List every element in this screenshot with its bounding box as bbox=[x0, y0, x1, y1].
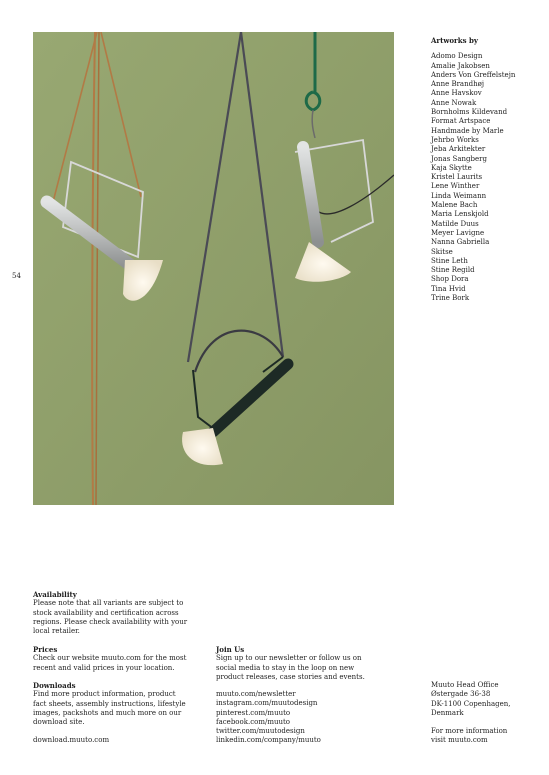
artist-name: Meyer Lavigne bbox=[431, 228, 485, 237]
artist-name: Linda Weimann bbox=[431, 191, 487, 200]
downloads-text-line: download site. bbox=[33, 718, 85, 727]
artist-name: Anne Nowak bbox=[431, 98, 477, 107]
artist-name: Maria Lenskjold bbox=[431, 210, 489, 219]
artist-name: Tina Hvid bbox=[431, 284, 466, 293]
artist-list bbox=[431, 52, 546, 303]
availability-text-line: Please note that all variants are subject to bbox=[33, 599, 184, 608]
more-info-line: For more information bbox=[431, 727, 508, 735]
artist-name: Handmade by Marle bbox=[431, 126, 504, 135]
artist-name: Format Artspace bbox=[431, 117, 491, 126]
artworks-heading: Artworks by bbox=[431, 36, 478, 45]
downloads-text-line: images, packshots and much more on our bbox=[33, 708, 182, 717]
instagram-link[interactable]: instagram.com/muutodesign bbox=[216, 699, 318, 708]
social-links bbox=[216, 690, 321, 746]
join-us-text-line: product releases, case stories and events. bbox=[216, 672, 365, 681]
prices-section bbox=[33, 645, 203, 673]
download-link[interactable]: download.muuto.com bbox=[33, 736, 110, 744]
artist-name: Adomo Design bbox=[431, 52, 483, 61]
join-us-heading: Join Us bbox=[216, 645, 245, 654]
linkedin-link[interactable]: linkedin.com/company/muuto bbox=[216, 736, 321, 745]
artist-name: Bornholms Kildevand bbox=[431, 108, 508, 117]
availability-text-line: stock availability and certification across bbox=[33, 608, 179, 617]
artist-name: Stine Regild bbox=[431, 266, 475, 275]
head-office-address bbox=[431, 681, 546, 718]
artist-name: Lene Winther bbox=[431, 182, 480, 191]
twitter-link[interactable]: twitter.com/muutodesign bbox=[216, 727, 305, 736]
availability-text-line: local retailer. bbox=[33, 627, 80, 636]
prices-text-line: Check our website muuto.com for the most bbox=[33, 654, 187, 663]
artist-name: Amalie Jakobsen bbox=[431, 61, 490, 70]
artist-name: Anders Von Greffelstejn bbox=[431, 70, 516, 79]
artist-name: Jeba Arkitekter bbox=[431, 145, 486, 154]
more-info-link[interactable]: visit muuto.com bbox=[431, 736, 488, 745]
join-us-text-line: social media to stay in the loop on new bbox=[216, 663, 355, 672]
artist-name: Stine Leth bbox=[431, 256, 468, 265]
artworks-credits bbox=[431, 36, 546, 303]
availability-heading: Availability bbox=[33, 590, 77, 599]
artist-name: Matilde Duus bbox=[431, 219, 479, 228]
pinterest-link[interactable]: pinterest.com/muuto bbox=[216, 708, 291, 717]
address-line: DK-1100 Copenhagen, bbox=[431, 699, 511, 708]
prices-text-line: recent and valid prices in your location. bbox=[33, 663, 175, 672]
join-us-section bbox=[216, 645, 386, 682]
artist-name: Skitse bbox=[431, 247, 453, 256]
address-line: Muuto Head Office bbox=[431, 681, 499, 689]
artist-name: Kristel Laurits bbox=[431, 173, 483, 182]
artist-name: Jehrbo Works bbox=[431, 135, 479, 144]
artist-name: Trine Bork bbox=[431, 294, 470, 303]
artist-name: Shop Dora bbox=[431, 275, 469, 284]
facebook-link[interactable]: facebook.com/muuto bbox=[216, 717, 291, 726]
availability-section bbox=[33, 590, 203, 636]
downloads-text-line: Find more product information, product bbox=[33, 690, 176, 699]
artist-name: Kaja Skytte bbox=[431, 163, 472, 172]
prices-heading: Prices bbox=[33, 645, 58, 654]
downloads-text-line: fact sheets, assembly instructions, lifestyle bbox=[33, 699, 186, 708]
downloads-section bbox=[33, 681, 203, 727]
newsletter-link[interactable]: muuto.com/newsletter bbox=[216, 690, 296, 698]
artist-name: Jonas Sangberg bbox=[431, 154, 487, 163]
availability-text-line: regions. Please check availability with your bbox=[33, 617, 188, 626]
artist-name: Anne Brandhøj bbox=[431, 80, 484, 89]
page-number: 54 bbox=[12, 272, 21, 280]
lamp-photograph bbox=[33, 32, 394, 505]
address-line: Østergade 36-38 bbox=[431, 690, 491, 699]
address-line: Denmark bbox=[431, 708, 464, 717]
artist-name: Anne Havskov bbox=[431, 89, 482, 98]
artist-name: Nanna Gabriella bbox=[431, 238, 490, 247]
artist-name: Malene Bach bbox=[431, 201, 478, 210]
downloads-heading: Downloads bbox=[33, 681, 76, 690]
join-us-text-line: Sign up to our newsletter or follow us on bbox=[216, 654, 362, 663]
more-info bbox=[431, 727, 546, 746]
